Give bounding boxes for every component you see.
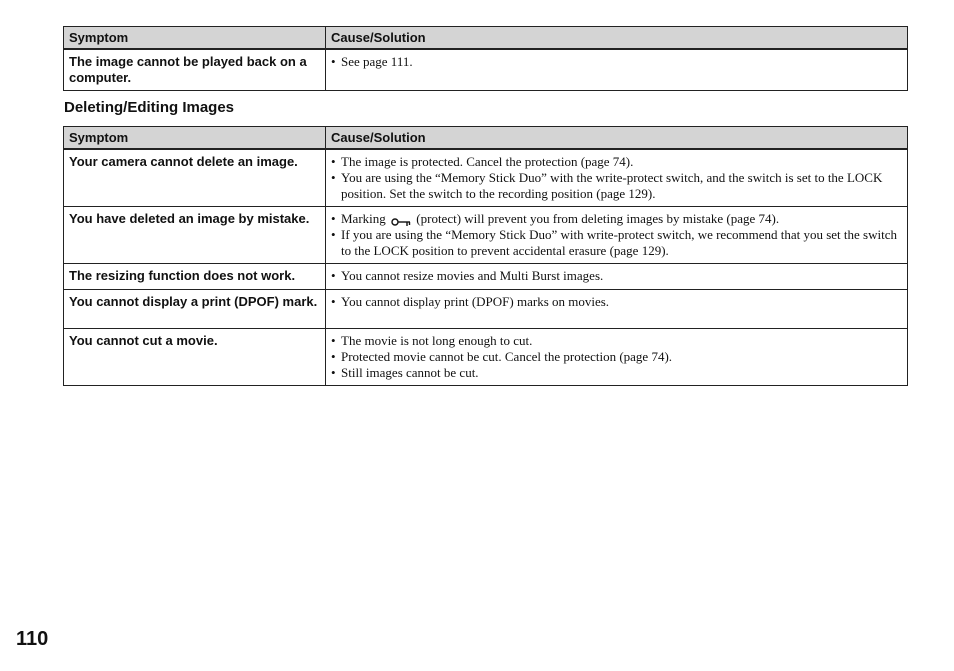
solution-item: • You are using the “Memory Stick Duo” with the write-protect switch, and the switch is set to the LOCK position. Set the switch to the recording position (page 129).	[331, 170, 901, 202]
protect-key-icon	[391, 215, 411, 225]
table-row	[64, 289, 908, 328]
solution-item: • The movie is not long enough to cut.	[331, 333, 901, 349]
solution-cell	[326, 328, 908, 385]
solution-item: • The image is protected. Cancel the protection (page 74).	[331, 154, 901, 170]
symptom-cell: You cannot cut a movie.	[64, 328, 326, 385]
table-header-row	[64, 27, 908, 49]
page-number: 110	[16, 628, 49, 650]
solution-cell	[326, 289, 908, 328]
troubleshooting-table-deleting-editing	[63, 126, 908, 386]
column-header-cause-solution: Cause/Solution	[326, 27, 908, 49]
solution-item: • See page 111.	[331, 54, 901, 70]
solution-item: • Protected movie cannot be cut. Cancel the protection (page 74).	[331, 349, 901, 365]
solution-item: • You cannot resize movies and Multi Burst images.	[331, 268, 901, 284]
solution-text: (protect) will prevent you from deleting images by mistake (page 74).	[416, 210, 780, 226]
solution-item: • You cannot display print (DPOF) marks on movies.	[331, 294, 901, 310]
symptom-cell: The image cannot be played back on a computer.	[64, 49, 326, 91]
troubleshooting-table-playback	[63, 26, 908, 91]
table-header-row	[64, 127, 908, 149]
table-row	[64, 206, 908, 263]
table-row	[64, 263, 908, 289]
solution-cell	[326, 263, 908, 289]
symptom-cell: The resizing function does not work.	[64, 263, 326, 289]
symptom-cell: You cannot display a print (DPOF) mark.	[64, 289, 326, 328]
solution-item: • Still images cannot be cut.	[331, 365, 901, 381]
symptom-cell: You have deleted an image by mistake.	[64, 206, 326, 263]
column-header-cause-solution: Cause/Solution	[326, 127, 908, 149]
column-header-symptom: Symptom	[64, 27, 326, 49]
solution-text: Marking	[341, 210, 386, 226]
section-title: Deleting/Editing Images	[64, 99, 235, 116]
solution-cell	[326, 149, 908, 207]
column-header-symptom: Symptom	[64, 127, 326, 149]
solution-item: • If you are using the “Memory Stick Duo” with write-protect switch, we recommend that you set the switch to the LOCK position to prevent accidental erasure (page 129).	[331, 227, 901, 259]
solution-cell	[326, 49, 908, 91]
table-row	[64, 328, 908, 385]
table-row	[64, 49, 908, 91]
table-row	[64, 149, 908, 207]
solution-item	[331, 211, 901, 227]
solution-cell	[326, 206, 908, 263]
symptom-cell: Your camera cannot delete an image.	[64, 149, 326, 207]
